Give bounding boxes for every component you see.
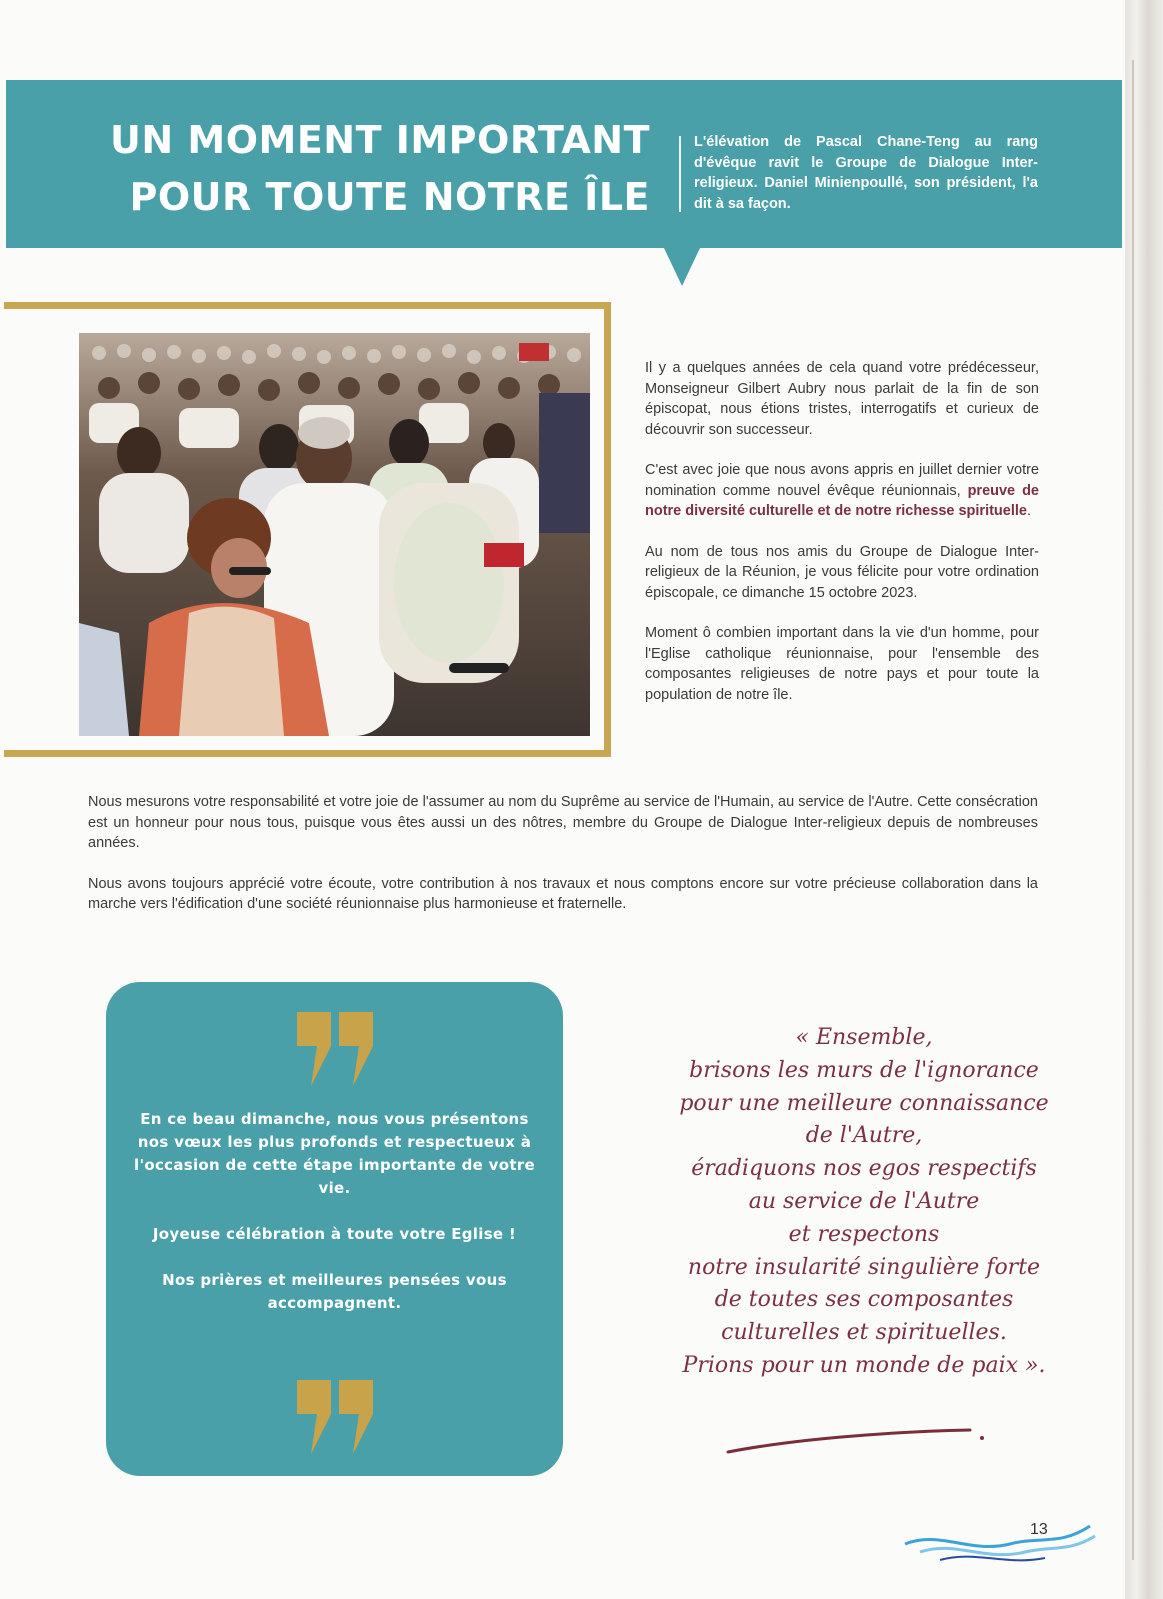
- paragraph-2-text: C'est avec joie que nous avons appris en juillet dernier votre nomination comme nouvel évêque réunionnais,: [645, 462, 1039, 499]
- close-quote-icon: [106, 1380, 563, 1459]
- banner-pointer: [664, 248, 700, 286]
- open-quote-icon: [106, 1012, 563, 1091]
- page-edge-line: [1132, 60, 1134, 1560]
- poem-line: notre insularité singulière forte: [687, 1254, 1041, 1280]
- paragraph-4: Moment ô combien important dans la vie d'un homme, pour l'Eglise catholique réunionnaise, pour l'ensemble des composantes religieuses de notre pays et pour toute la population de notre île.: [645, 625, 1039, 703]
- poem-line: culturelles et spirituelles.: [721, 1320, 1007, 1346]
- right-column-text: [645, 358, 1039, 725]
- paragraph-1: Il y a quelques années de cela quand votre prédécesseur, Monseigneur Gilbert Aubry nous parlait de la fin de son épiscopat, nous étions tristes, interrogatifs et curieux de découvrir son successeur.: [645, 360, 1039, 438]
- intro-text: L'élévation de Pascal Chane-Teng au rang d'évêque ravit le Groupe de Dialogue Inter-religieux. Daniel Minienpoullé, son président, l'a dit à sa façon.: [694, 134, 1038, 212]
- header-divider: [679, 136, 681, 212]
- paragraph-6: Nous avons toujours apprécié votre écoute, votre contribution à nos travaux et nous comptons encore sur votre précieuse collaboration dans la marche vers l'édification d'une société réunionnaise plus harmonieuse et fraternelle.: [88, 875, 1038, 912]
- poem-line: et respectons: [788, 1221, 940, 1247]
- wishes-paragraph-1: En ce beau dimanche, nous vous présentons nos vœux les plus profonds et respectueux à l'occasion de cette étape importante de votre vie.: [134, 1110, 535, 1197]
- poem-line: « Ensemble,: [795, 1025, 933, 1050]
- poem-line: Prions pour un monde de paix ».: [682, 1352, 1046, 1378]
- poem-line: éradiquons nos egos respectifs: [691, 1156, 1037, 1182]
- poem-line: au service de l'Autre: [748, 1188, 980, 1214]
- waves-logo-icon: [900, 1516, 1105, 1571]
- title-line-1: UN MOMENT IMPORTANT: [110, 118, 650, 162]
- page-number: 13: [1030, 1521, 1048, 1538]
- poem-quote: [654, 1022, 1074, 1383]
- paragraph-5: Nous mesurons votre responsabilité et votre joie de l'assumer au nom du Suprême au service de l'Humain, au service de l'Autre. Cette consécration est un honneur pour nous tous, puisque vous êtes aussi un des nôtres, membre du Groupe de Dialogue Inter-religieux depuis de nombreuses années.: [88, 794, 1038, 851]
- paragraph-2-end: .: [1026, 503, 1031, 519]
- page-edge: [1125, 0, 1163, 1599]
- poem-line: pour une meilleure connaissance: [679, 1090, 1049, 1116]
- signature: [720, 1418, 990, 1463]
- paragraph-2: [645, 460, 1039, 522]
- title-line-2: POUR TOUTE NOTRE ÎLE: [129, 175, 650, 219]
- wishes-quote-box: [106, 982, 563, 1476]
- wishes-text: [134, 1108, 535, 1338]
- poem-line: de l'Autre,: [805, 1123, 923, 1149]
- page-title: [90, 112, 650, 226]
- wishes-paragraph-2: Joyeuse célébration à toute votre Eglise !: [152, 1225, 517, 1243]
- full-width-text: [88, 792, 1038, 935]
- paragraph-2-highlight: preuve de notre diversité culturelle et de notre richesse spirituelle: [645, 482, 1039, 519]
- poem-line: brisons les murs de l'ignorance: [689, 1057, 1039, 1083]
- paragraph-3: Au nom de tous nos amis du Groupe de Dialogue Inter-religieux de la Réunion, je vous félicite pour votre ordination épiscopale, ce dimanche 15 octobre 2023.: [645, 543, 1039, 601]
- wishes-paragraph-3: Nos prières et meilleures pensées vous accompagnent.: [162, 1271, 507, 1312]
- congregation-photo: [79, 333, 590, 736]
- poem-line: de toutes ses composantes: [714, 1287, 1014, 1313]
